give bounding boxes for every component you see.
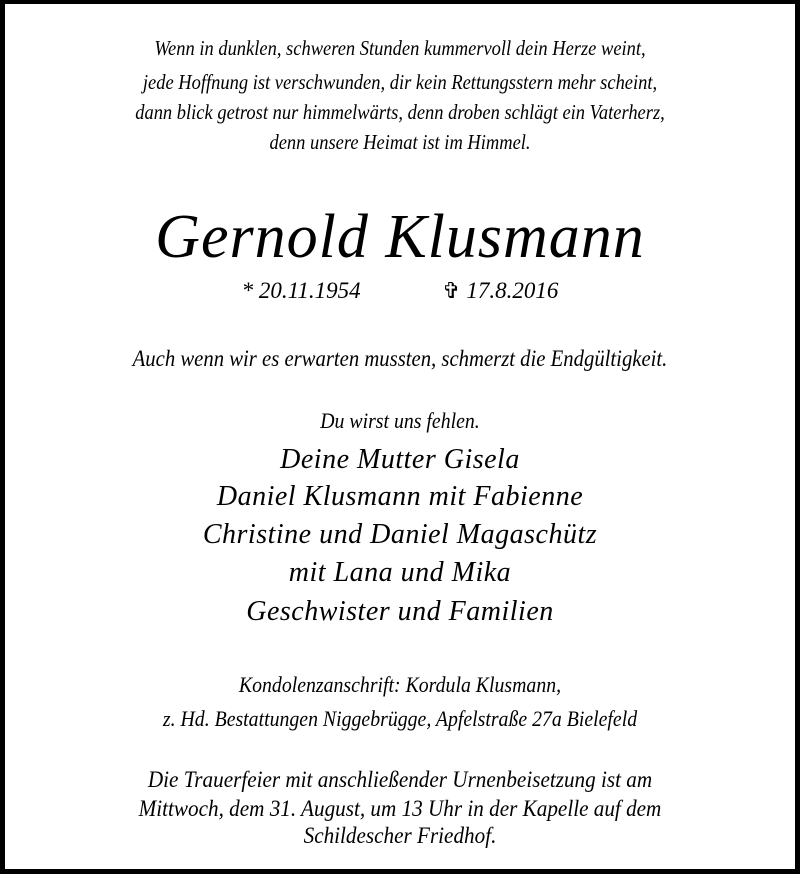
mourner: mit Lana und Mika — [288, 557, 512, 588]
poem-line: dann blick getrost nur himmelwärts, denn droben schlägt ein Vaterherz, — [135, 100, 665, 124]
funeral-line: Schildescher Friedhof. — [303, 823, 497, 848]
star-icon: * — [241, 278, 254, 303]
miss-text: Du wirst uns fehlen. — [320, 408, 480, 433]
poem-line: jede Hoffnung ist verschwunden, dir kein Rettungsstern mehr scheint, — [142, 70, 658, 94]
poem-line: Wenn in dunklen, schweren Stunden kummervoll dein Herze weint, — [154, 36, 646, 60]
deceased-name: Gernold Klusmann — [155, 203, 645, 271]
funeral-line: Mittwoch, dem 31. August, um 13 Uhr in der Kapelle auf dem — [138, 796, 662, 821]
condolence-line: Kondolenzanschrift: Kordula Klusmann, — [238, 672, 562, 697]
mourner: Daniel Klusmann mit Fabienne — [216, 481, 584, 512]
death-date: 17.8.2016 — [466, 278, 559, 303]
funeral-line: Die Trauerfeier mit anschließender Urnenbeisetzung ist am — [147, 767, 653, 792]
birth-date: 20.11.1954 — [258, 278, 361, 303]
mourner: Deine Mutter Gisela — [280, 444, 520, 475]
poem-line: denn unsere Heimat ist im Himmel. — [269, 130, 531, 154]
condolence-line: z. Hd. Bestattungen Niggebrügge, Apfelstraße 27a Bielefeld — [162, 706, 638, 731]
mourner: Christine und Daniel Magaschütz — [202, 519, 598, 550]
cross-icon: ✞ — [442, 278, 461, 303]
quote-text: Auch wenn wir es erwarten mussten, schmerzt die Endgültigkeit. — [132, 346, 668, 371]
death-date-group — [442, 278, 558, 304]
birth-date-group — [242, 278, 361, 304]
life-dates — [5, 278, 795, 304]
mourner: Geschwister und Familien — [246, 596, 554, 627]
